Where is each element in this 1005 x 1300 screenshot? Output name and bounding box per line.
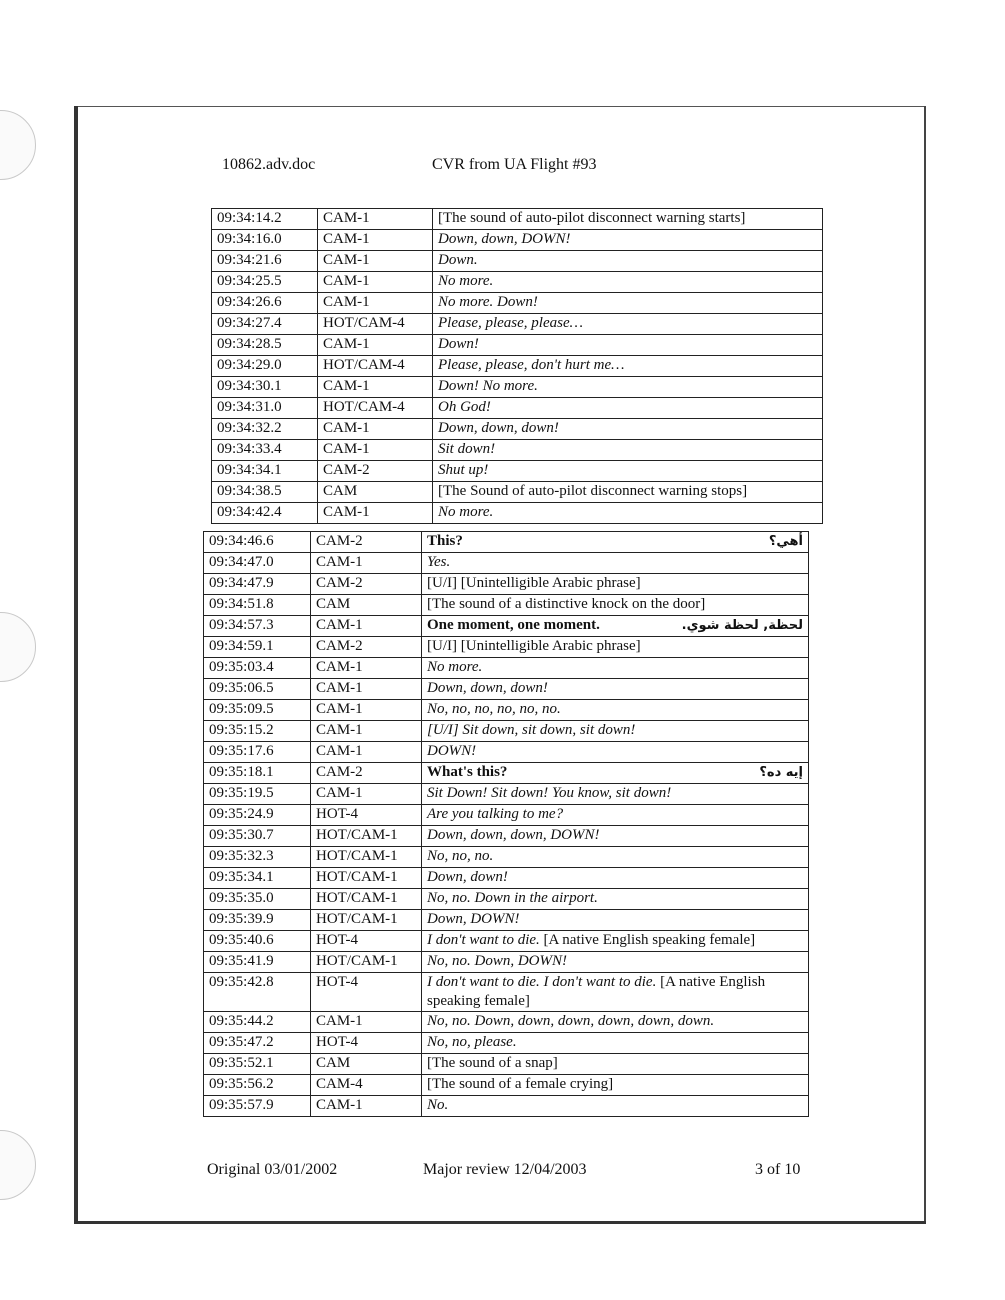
punch-hole-bottom	[0, 1130, 36, 1200]
source-cell: CAM-1	[318, 272, 433, 293]
timestamp-cell: 09:35:15.2	[204, 721, 311, 742]
table-row	[204, 532, 809, 553]
source-cell: HOT-4	[311, 1033, 422, 1054]
table-row	[204, 1033, 809, 1054]
transcript-table-lower	[203, 531, 809, 1117]
timestamp-cell: 09:34:47.0	[204, 553, 311, 574]
table-row	[204, 700, 809, 721]
table-row	[204, 826, 809, 847]
timestamp-cell: 09:35:39.9	[204, 910, 311, 931]
timestamp-cell: 09:35:17.6	[204, 742, 311, 763]
punch-hole-top	[0, 110, 36, 180]
utterance-text: I don't want to die.	[427, 932, 540, 948]
source-cell: CAM-1	[311, 553, 422, 574]
utterance-cell: No, no, no, no, no, no.	[422, 700, 809, 721]
footer-page-number: 3 of 10	[755, 1161, 801, 1178]
utterance-cell: No, no. Down, DOWN!	[422, 952, 809, 973]
timestamp-cell: 09:35:56.2	[204, 1075, 311, 1096]
frame-right-border	[924, 106, 926, 1224]
table-row	[204, 616, 809, 637]
timestamp-cell: 09:35:41.9	[204, 952, 311, 973]
source-cell: CAM-1	[318, 335, 433, 356]
timestamp-cell: 09:35:35.0	[204, 889, 311, 910]
arabic-text: أهي؟	[768, 534, 803, 549]
utterance-cell: Down, down, down, DOWN!	[422, 826, 809, 847]
utterance-cell: Please, please, please…	[433, 314, 823, 335]
timestamp-cell: 09:35:47.2	[204, 1033, 311, 1054]
table-row	[212, 503, 823, 524]
utterance-cell: No.	[422, 1096, 809, 1117]
utterance-cell: [The sound of a female crying]	[422, 1075, 809, 1096]
source-cell: CAM-2	[311, 763, 422, 784]
utterance-cell: [The Sound of auto-pilot disconnect warning stops]	[433, 482, 823, 503]
timestamp-cell: 09:34:34.1	[212, 461, 318, 482]
utterance-cell: Sit Down! Sit down! You know, sit down!	[422, 784, 809, 805]
table-row	[204, 574, 809, 595]
utterance-cell	[422, 763, 809, 784]
frame-left-border	[74, 106, 78, 1224]
source-cell: HOT/CAM-1	[311, 847, 422, 868]
source-cell: CAM-2	[318, 461, 433, 482]
timestamp-cell: 09:34:32.2	[212, 419, 318, 440]
utterance-cell: Sit down!	[433, 440, 823, 461]
table-row	[204, 553, 809, 574]
table-row	[212, 335, 823, 356]
footer-original-date: Original 03/01/2002	[207, 1161, 338, 1178]
timestamp-cell: 09:35:30.7	[204, 826, 311, 847]
table-row	[204, 847, 809, 868]
utterance-text: One moment, one moment.	[427, 617, 600, 633]
transcript-table-upper	[211, 208, 823, 524]
source-cell: HOT/CAM-1	[311, 910, 422, 931]
utterance-cell: Down!	[433, 335, 823, 356]
source-cell: CAM	[318, 482, 433, 503]
timestamp-cell: 09:34:31.0	[212, 398, 318, 419]
table-row	[204, 931, 809, 952]
table-row	[204, 1075, 809, 1096]
timestamp-cell: 09:34:51.8	[204, 595, 311, 616]
timestamp-cell: 09:35:44.2	[204, 1012, 311, 1033]
utterance-cell: No more.	[433, 272, 823, 293]
timestamp-cell: 09:34:27.4	[212, 314, 318, 335]
utterance-cell: Down, down, down!	[433, 419, 823, 440]
timestamp-cell: 09:35:06.5	[204, 679, 311, 700]
table-row	[212, 356, 823, 377]
table-row	[212, 293, 823, 314]
utterance-cell: Down, down!	[422, 868, 809, 889]
table-row	[204, 1054, 809, 1075]
source-cell: CAM-1	[318, 230, 433, 251]
source-cell: CAM-1	[311, 700, 422, 721]
source-cell: CAM-1	[318, 419, 433, 440]
source-cell: HOT/CAM-4	[318, 314, 433, 335]
timestamp-cell: 09:34:14.2	[212, 209, 318, 230]
utterance-cell: No more.	[433, 503, 823, 524]
utterance-cell: Yes.	[422, 553, 809, 574]
source-cell: CAM-1	[318, 251, 433, 272]
source-cell: HOT/CAM-1	[311, 952, 422, 973]
timestamp-cell: 09:35:34.1	[204, 868, 311, 889]
utterance-cell	[422, 973, 809, 1012]
timestamp-cell: 09:35:32.3	[204, 847, 311, 868]
utterance-cell	[422, 931, 809, 952]
table-row	[204, 763, 809, 784]
utterance-text: This?	[427, 533, 463, 549]
utterance-cell: [U/I] [Unintelligible Arabic phrase]	[422, 574, 809, 595]
source-cell: CAM-1	[318, 503, 433, 524]
utterance-cell: Down, down, DOWN!	[433, 230, 823, 251]
table-row	[204, 805, 809, 826]
source-cell: CAM	[311, 1054, 422, 1075]
utterance-cell: [The sound of a distinctive knock on the door]	[422, 595, 809, 616]
table-row	[212, 209, 823, 230]
source-cell: CAM-2	[311, 637, 422, 658]
timestamp-cell: 09:34:28.5	[212, 335, 318, 356]
timestamp-cell: 09:34:47.9	[204, 574, 311, 595]
timestamp-cell: 09:34:46.6	[204, 532, 311, 553]
utterance-cell: Please, please, don't hurt me…	[433, 356, 823, 377]
utterance-cell: Down.	[433, 251, 823, 272]
source-cell: CAM-1	[318, 293, 433, 314]
table-row	[212, 398, 823, 419]
frame-bottom-border	[74, 1221, 926, 1224]
utterance-text: I don't want to die. I don't want to die.	[427, 974, 657, 990]
timestamp-cell: 09:34:21.6	[212, 251, 318, 272]
timestamp-cell: 09:35:19.5	[204, 784, 311, 805]
source-cell: CAM-2	[311, 532, 422, 553]
timestamp-cell: 09:34:26.6	[212, 293, 318, 314]
utterance-cell: [The sound of a snap]	[422, 1054, 809, 1075]
source-cell: CAM-1	[311, 742, 422, 763]
timestamp-cell: 09:34:57.3	[204, 616, 311, 637]
header-title: CVR from UA Flight #93	[432, 156, 597, 173]
source-cell: HOT/CAM-4	[318, 356, 433, 377]
table-row	[204, 679, 809, 700]
source-cell: CAM-1	[311, 616, 422, 637]
utterance-cell: Down! No more.	[433, 377, 823, 398]
source-cell: CAM-1	[311, 1012, 422, 1033]
punch-hole-middle	[0, 612, 36, 682]
utterance-cell: Are you talking to me?	[422, 805, 809, 826]
table-row	[212, 440, 823, 461]
table-row	[212, 272, 823, 293]
table-row	[204, 1096, 809, 1117]
timestamp-cell: 09:35:52.1	[204, 1054, 311, 1075]
frame-top-border	[74, 106, 926, 107]
table-row	[204, 721, 809, 742]
table-row	[212, 377, 823, 398]
table-row	[204, 595, 809, 616]
table-row	[212, 230, 823, 251]
utterance-cell: No, no. Down in the airport.	[422, 889, 809, 910]
source-cell: CAM-1	[318, 440, 433, 461]
table-row	[204, 742, 809, 763]
utterance-cell	[422, 532, 809, 553]
table-row	[204, 1012, 809, 1033]
timestamp-cell: 09:34:42.4	[212, 503, 318, 524]
timestamp-cell: 09:34:33.4	[212, 440, 318, 461]
source-cell: CAM	[311, 595, 422, 616]
source-cell: CAM-2	[311, 574, 422, 595]
source-cell: HOT-4	[311, 931, 422, 952]
table-row	[212, 419, 823, 440]
source-cell: CAM-1	[311, 721, 422, 742]
timestamp-cell: 09:35:40.6	[204, 931, 311, 952]
source-cell: CAM-1	[311, 658, 422, 679]
table-row	[204, 973, 809, 1012]
arabic-text: إيه ده؟	[759, 765, 803, 780]
timestamp-cell: 09:34:29.0	[212, 356, 318, 377]
source-cell: CAM-1	[311, 679, 422, 700]
utterance-cell: No more. Down!	[433, 293, 823, 314]
source-cell: HOT/CAM-1	[311, 826, 422, 847]
timestamp-cell: 09:35:57.9	[204, 1096, 311, 1117]
timestamp-cell: 09:35:09.5	[204, 700, 311, 721]
timestamp-cell: 09:34:38.5	[212, 482, 318, 503]
source-cell: CAM-1	[311, 1096, 422, 1117]
timestamp-cell: 09:34:30.1	[212, 377, 318, 398]
utterance-cell: No, no. Down, down, down, down, down, down.	[422, 1012, 809, 1033]
timestamp-cell: 09:34:16.0	[212, 230, 318, 251]
speaker-note: [A native English speaking female]	[539, 932, 756, 948]
utterance-cell	[422, 616, 809, 637]
utterance-cell: No, no, please.	[422, 1033, 809, 1054]
header-filename: 10862.adv.doc	[222, 156, 316, 173]
table-row	[204, 910, 809, 931]
timestamp-cell: 09:34:59.1	[204, 637, 311, 658]
table-row	[204, 658, 809, 679]
source-cell: CAM-1	[311, 784, 422, 805]
timestamp-cell: 09:34:25.5	[212, 272, 318, 293]
utterance-cell: [U/I] Sit down, sit down, sit down!	[422, 721, 809, 742]
utterance-cell: [U/I] [Unintelligible Arabic phrase]	[422, 637, 809, 658]
source-cell: HOT-4	[311, 973, 422, 1012]
arabic-text: لحظة, لحظة شوي.	[681, 618, 803, 633]
table-row	[212, 482, 823, 503]
utterance-cell: [The sound of auto-pilot disconnect warning starts]	[433, 209, 823, 230]
utterance-text: What's this?	[427, 764, 508, 780]
table-row	[204, 889, 809, 910]
timestamp-cell: 09:35:18.1	[204, 763, 311, 784]
utterance-cell: Oh God!	[433, 398, 823, 419]
timestamp-cell: 09:35:42.8	[204, 973, 311, 1012]
table-row	[204, 868, 809, 889]
source-cell: CAM-1	[318, 377, 433, 398]
table-row	[204, 952, 809, 973]
source-cell: HOT/CAM-4	[318, 398, 433, 419]
footer-review-date: Major review 12/04/2003	[423, 1161, 587, 1178]
source-cell: HOT/CAM-1	[311, 889, 422, 910]
utterance-cell: Down, down, down!	[422, 679, 809, 700]
table-row	[212, 314, 823, 335]
table-row	[212, 251, 823, 272]
utterance-cell: No more.	[422, 658, 809, 679]
utterance-cell: Down, DOWN!	[422, 910, 809, 931]
source-cell: HOT-4	[311, 805, 422, 826]
table-row	[212, 461, 823, 482]
utterance-cell: No, no, no.	[422, 847, 809, 868]
source-cell: CAM-4	[311, 1075, 422, 1096]
timestamp-cell: 09:35:24.9	[204, 805, 311, 826]
source-cell: HOT/CAM-1	[311, 868, 422, 889]
table-row	[204, 637, 809, 658]
utterance-cell: Shut up!	[433, 461, 823, 482]
timestamp-cell: 09:35:03.4	[204, 658, 311, 679]
table-row	[204, 784, 809, 805]
source-cell: CAM-1	[318, 209, 433, 230]
speaker-note: [A native English speaking female]	[427, 974, 766, 1009]
utterance-cell: DOWN!	[422, 742, 809, 763]
